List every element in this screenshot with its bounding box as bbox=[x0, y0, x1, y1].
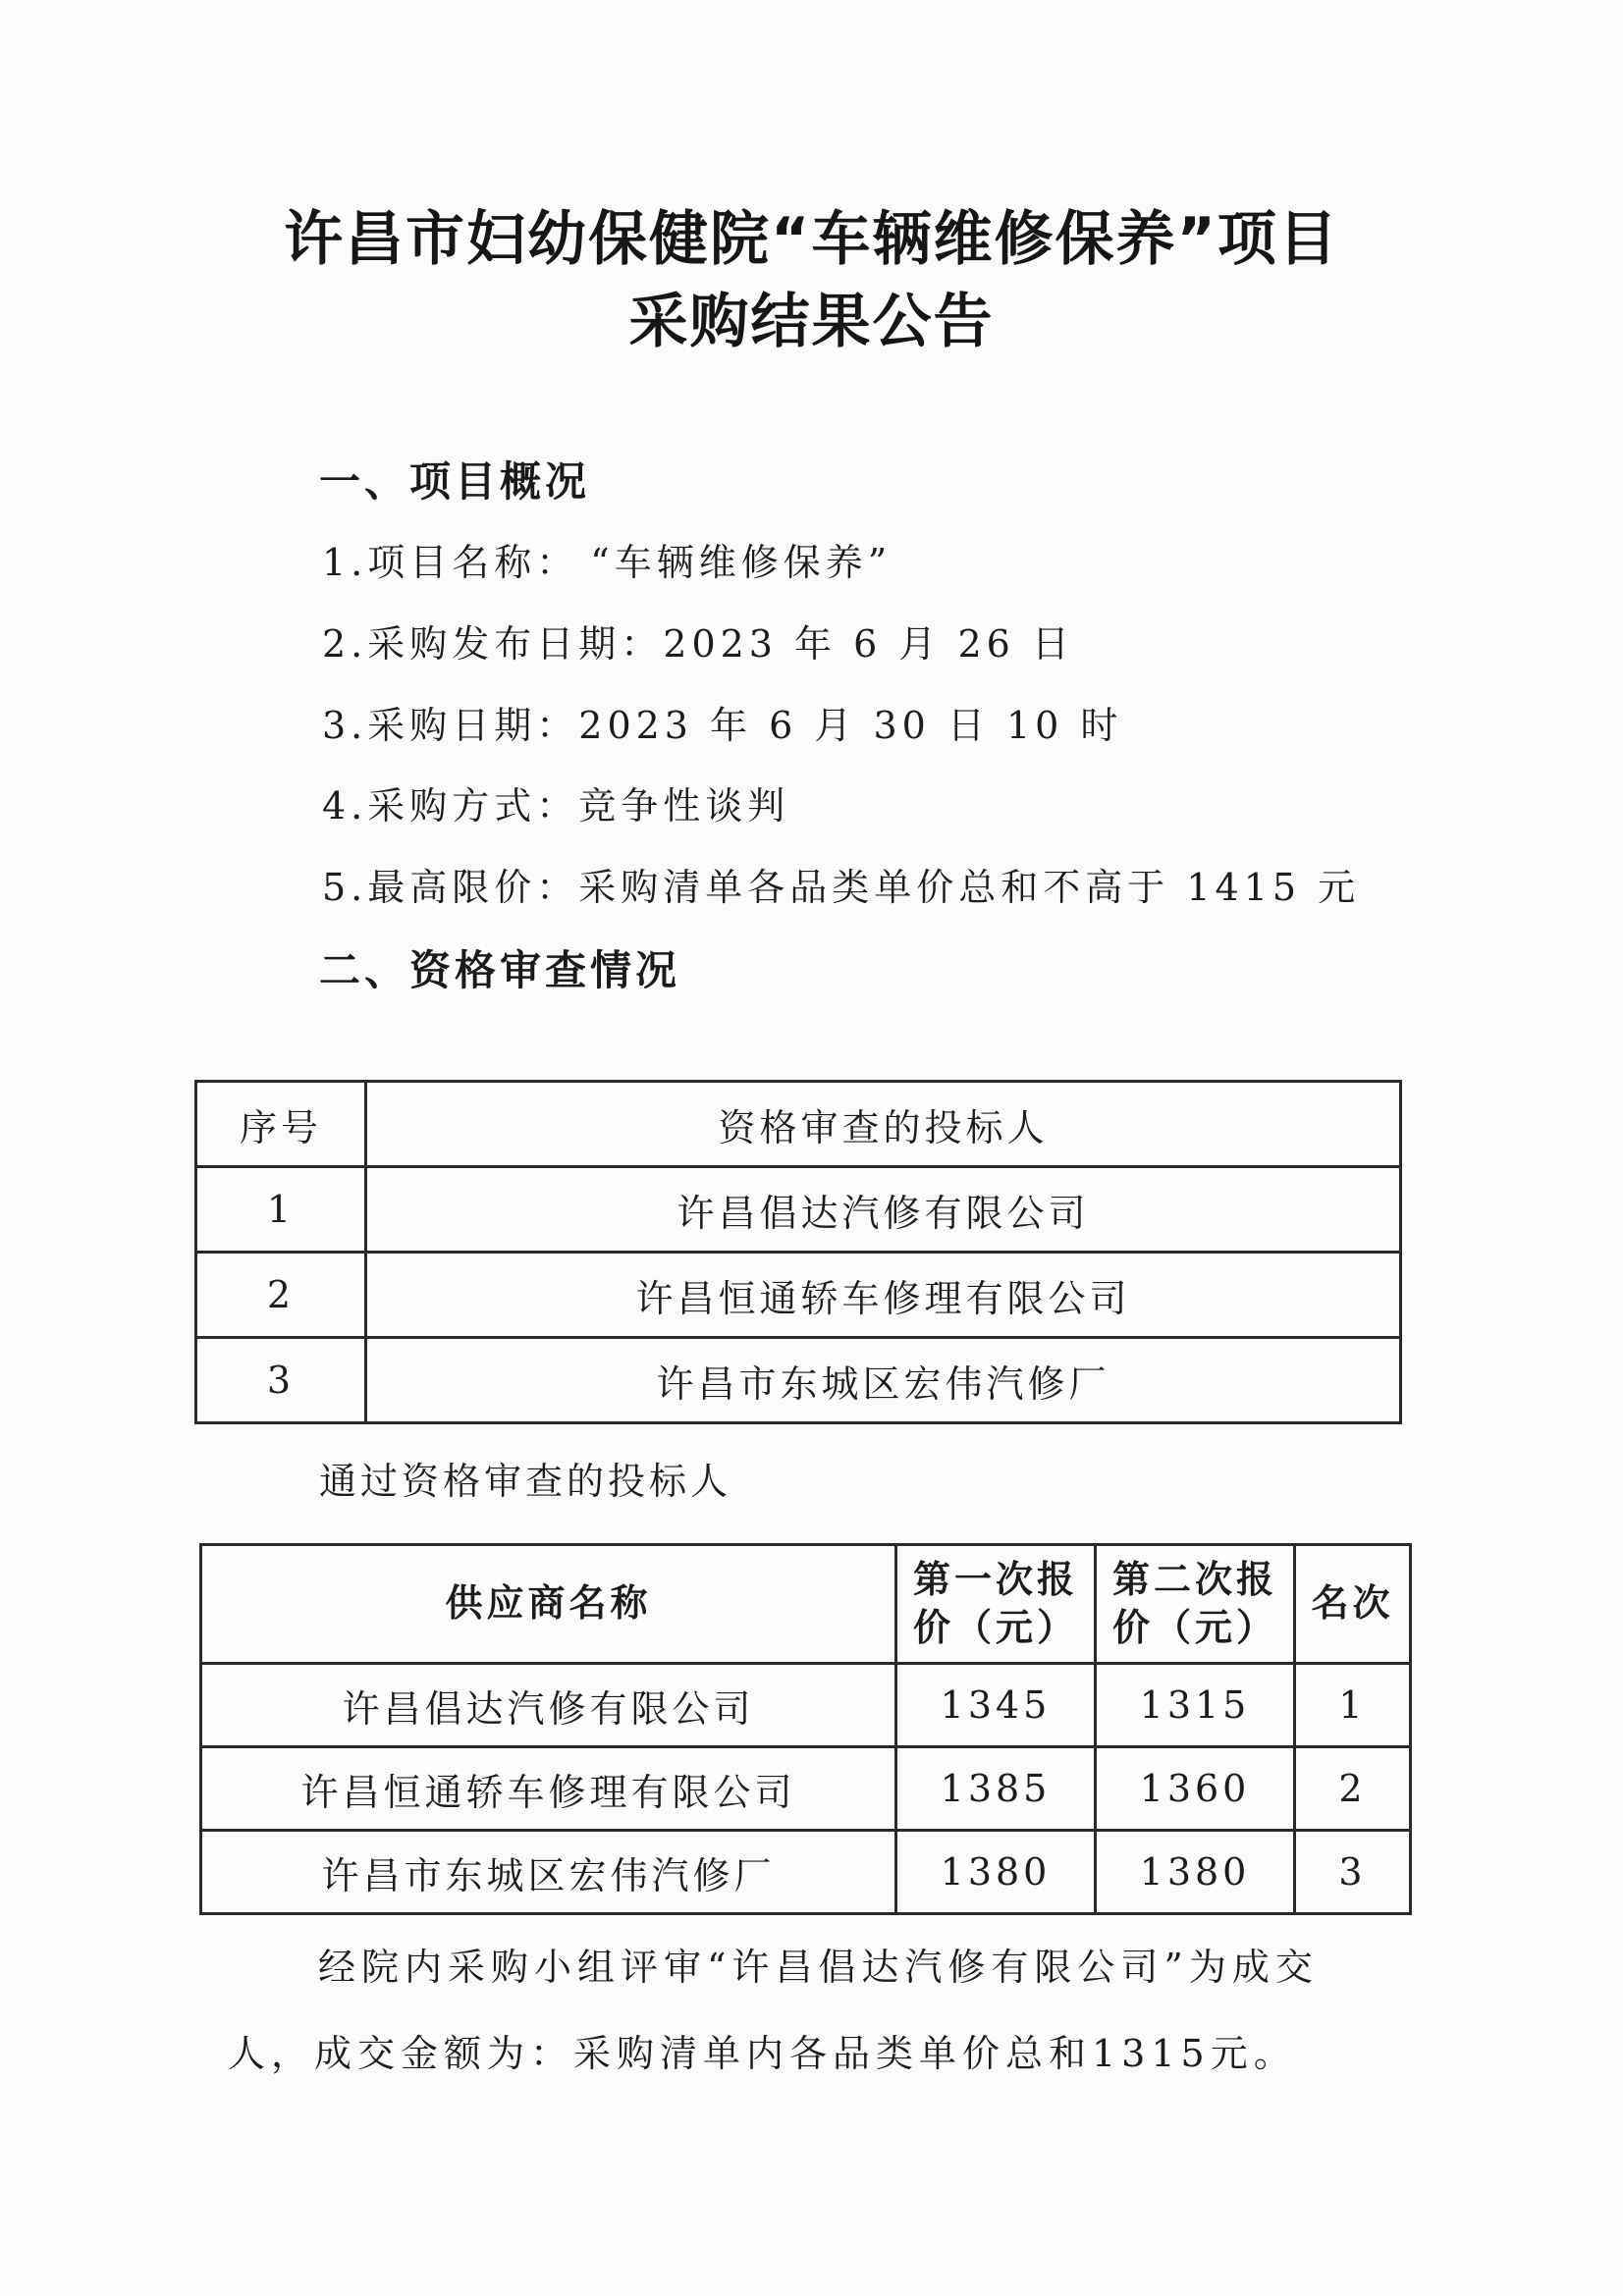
cell-supplier: 许昌恒通轿车修理有限公司 bbox=[201, 1747, 896, 1831]
procurement-method-line bbox=[322, 775, 789, 829]
passed-bidders-label: 通过资格审查的投标人 bbox=[319, 1460, 732, 1503]
cell-first-quote: 1385 bbox=[896, 1747, 1096, 1831]
cell-bidder: 许昌倡达汽修有限公司 bbox=[366, 1167, 1401, 1253]
max-price-value: 采购清单各品类单价总和不高于 1415 元 bbox=[578, 866, 1361, 909]
max-price-line bbox=[322, 857, 1360, 911]
publish-date-value: 2023 年 6 月 26 日 bbox=[663, 622, 1074, 666]
column-header-rank: 名次 bbox=[1295, 1545, 1411, 1664]
procurement-date-line bbox=[322, 695, 1122, 749]
cell-first-quote: 1380 bbox=[896, 1831, 1096, 1914]
table-row bbox=[196, 1253, 1401, 1338]
cell-rank: 3 bbox=[1295, 1831, 1411, 1914]
section-heading-overview: 一、项目概况 bbox=[319, 457, 591, 506]
table-row bbox=[196, 1167, 1401, 1253]
publish-date-label: 2.采购发布日期： bbox=[322, 622, 664, 666]
cell-supplier: 许昌倡达汽修有限公司 bbox=[201, 1664, 896, 1747]
table-header-row bbox=[201, 1545, 1411, 1664]
procurement-date-value: 2023 年 6 月 30 日 10 时 bbox=[578, 704, 1123, 747]
cell-no: 3 bbox=[196, 1338, 366, 1423]
table-row bbox=[201, 1664, 1411, 1747]
column-header-no: 序号 bbox=[196, 1082, 366, 1167]
procurement-date-label: 3.采购日期： bbox=[322, 704, 579, 747]
project-name-line bbox=[322, 532, 892, 586]
cell-second-quote: 1360 bbox=[1096, 1747, 1295, 1831]
conclusion-paragraph: 经院内采购小组评审“许昌倡达汽修有限公司”为成交人，成交金额为：采购清单内各品类单价总和1315元。 bbox=[228, 1946, 1319, 2075]
table-row bbox=[201, 1831, 1411, 1914]
column-header-second-quote: 第二次报价（元） bbox=[1096, 1545, 1295, 1664]
table-header-row bbox=[196, 1082, 1401, 1167]
column-header-bidder: 资格审查的投标人 bbox=[366, 1082, 1401, 1167]
procurement-method-label: 4.采购方式： bbox=[322, 784, 579, 828]
cell-second-quote: 1315 bbox=[1096, 1664, 1295, 1747]
project-name-value: “车辆维修保养” bbox=[590, 541, 893, 584]
procurement-method-value: 竞争性谈判 bbox=[578, 784, 790, 828]
column-header-first-quote: 第一次报价（元） bbox=[896, 1545, 1096, 1664]
document-subtitle: 采购结果公告 bbox=[628, 288, 995, 356]
table-row bbox=[201, 1747, 1411, 1831]
section-heading-qualification: 二、资格审查情况 bbox=[319, 946, 681, 994]
cell-bidder: 许昌恒通轿车修理有限公司 bbox=[366, 1253, 1401, 1338]
qualification-table bbox=[194, 1080, 1402, 1424]
cell-rank: 1 bbox=[1295, 1664, 1411, 1747]
column-header-supplier: 供应商名称 bbox=[201, 1545, 896, 1664]
cell-second-quote: 1380 bbox=[1096, 1831, 1295, 1914]
cell-first-quote: 1345 bbox=[896, 1664, 1096, 1747]
table-row bbox=[196, 1338, 1401, 1423]
cell-no: 2 bbox=[196, 1253, 366, 1338]
cell-rank: 2 bbox=[1295, 1747, 1411, 1831]
cell-supplier: 许昌市东城区宏伟汽修厂 bbox=[201, 1831, 896, 1914]
publish-date-line bbox=[322, 614, 1074, 667]
document-title: 许昌市妇幼保健院“车辆维修保养”项目 bbox=[284, 205, 1339, 274]
max-price-label: 5.最高限价： bbox=[322, 866, 579, 909]
cell-bidder: 许昌市东城区宏伟汽修厂 bbox=[366, 1338, 1401, 1423]
project-name-label: 1.项目名称： bbox=[322, 541, 579, 584]
quotation-table bbox=[199, 1543, 1412, 1915]
cell-no: 1 bbox=[196, 1167, 366, 1253]
